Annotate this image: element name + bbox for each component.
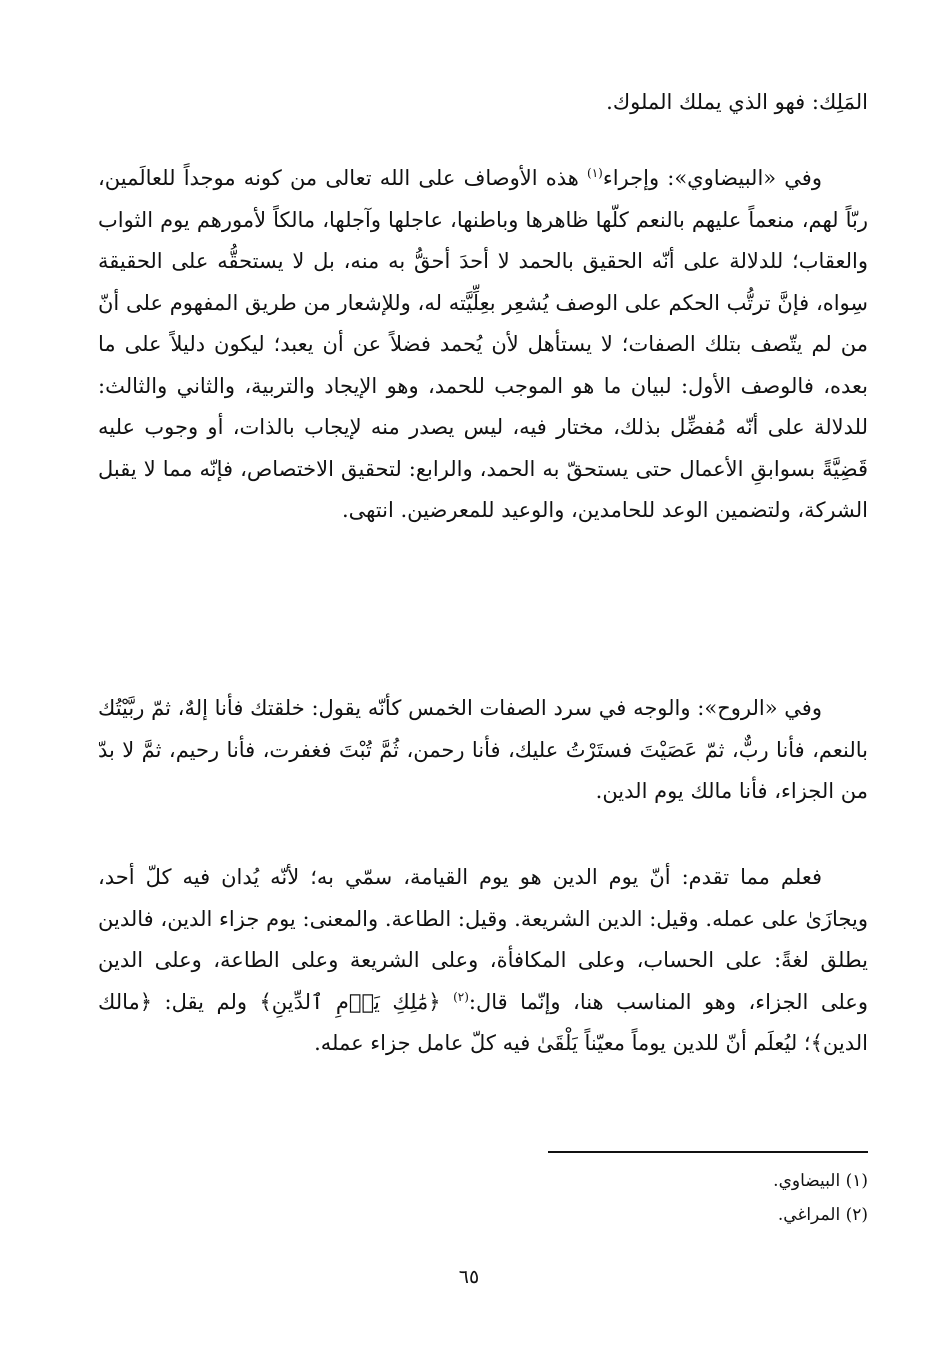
footnotes xyxy=(368,1164,868,1232)
footnote-ref-1: (١) xyxy=(587,166,603,180)
paragraph-baydawi-start: وفي «البيضاوي»: وإجراء xyxy=(602,166,822,190)
page-number: ٦٥ xyxy=(458,1266,480,1288)
paragraph-ruh: وفي «الروح»: والوجه في سرد الصفات الخمس كأنّه يقول: خلقتك فأنا إلهٌ، ثمّ ربَّيْتُك بالنعم، فأنا ربٌّ، ثمّ عَصَيْتَ فستَرْتُ عليك، فأنا رحمن، ثُمَّ تُبْتَ فغفرت، فأنا رحيم، ثمَّ لا بدّ من الجزاء، فأنا مالك يوم الدين. xyxy=(98,696,868,803)
paragraph-conclusion xyxy=(98,857,868,1065)
footnote-1: (١) البيضاوي. xyxy=(773,1171,868,1191)
paragraph-definition: المَلِك: فهو الذي يملك الملوك. xyxy=(606,90,868,114)
footnote-ref-2: (٢) xyxy=(453,989,469,1004)
paragraph-conclusion-rest: ﴿مَٰلِكِ يَوۡمِ ٱلدِّينِ﴾ ولم يقل: ﴿مالك الدين﴾؛ ليُعلَم أنّ للدين يوماً معيّناً يَلْقَىٰ فيه كلّ عامل جزاء عمله. xyxy=(98,989,868,1055)
footnote-separator xyxy=(548,1151,868,1153)
paragraph-conclusion-start: فعلم مما تقدم: أنّ يوم الدين هو يوم القيامة، سمّي به؛ لأنّه يُدان فيه كلّ أحد، ويجازَىٰ على عمله. وقيل: الدين الشريعة. وقيل: الطاعة. والمعنى: يوم جزاء الدين، فالدين يطلق لغةً: على الحساب، وعلى المكافأة، وعلى الشريعة وعلى الطاعة، وعلى الدين وعلى الجزاء، وهو المناسب هنا، وإنّما قال: xyxy=(98,865,868,1014)
footnote-2: (٢) المراغي. xyxy=(777,1205,868,1225)
paragraph-baydawi xyxy=(98,158,868,532)
paragraph-baydawi-rest: هذه الأوصاف على الله تعالى من كونه موجداً للعالَمين، ربّاً لهم، منعماً عليهم بالنعم كلّها ظاهرها وباطنها، عاجلها وآجلها، مالكاً لأمورهم يوم الثواب والعقاب؛ للدلالة على أنّه الحقيق بالحمد لا أحدَ أحقُّ به منه، بل لا يستحقُّه على الحقيقة سِواه، فإنَّ ترتُّب الحكم على الوصف يُشعِر بعِلِّيَّته له، وللإشعار من طريق المفهوم على أنّ من لم يتّصف بتلك الصفات؛ لا يستأهل لأن يُحمد فضلاً عن أن يعبد؛ ليكون دليلاً على ما بعده، فالوصف الأول: لبيان ما هو الموجب للحمد، وهو الإيجاد والتربية، والثاني والثالث: للدلالة على أنّه مُفضِّل بذلك، مختار فيه، ليس يصدر منه لإيجاب بالذات، أو وجوب عليه قَضِيَّةً بسوابقِ الأعمال حتى يستحقّ به الحمد، والرابع: لتحقيق الاختصاص، فإنّه مما لا يقبل الشركة، ولتضمين الوعد للحامدين، والوعيد للمعرضين. انتهى. xyxy=(98,166,868,522)
